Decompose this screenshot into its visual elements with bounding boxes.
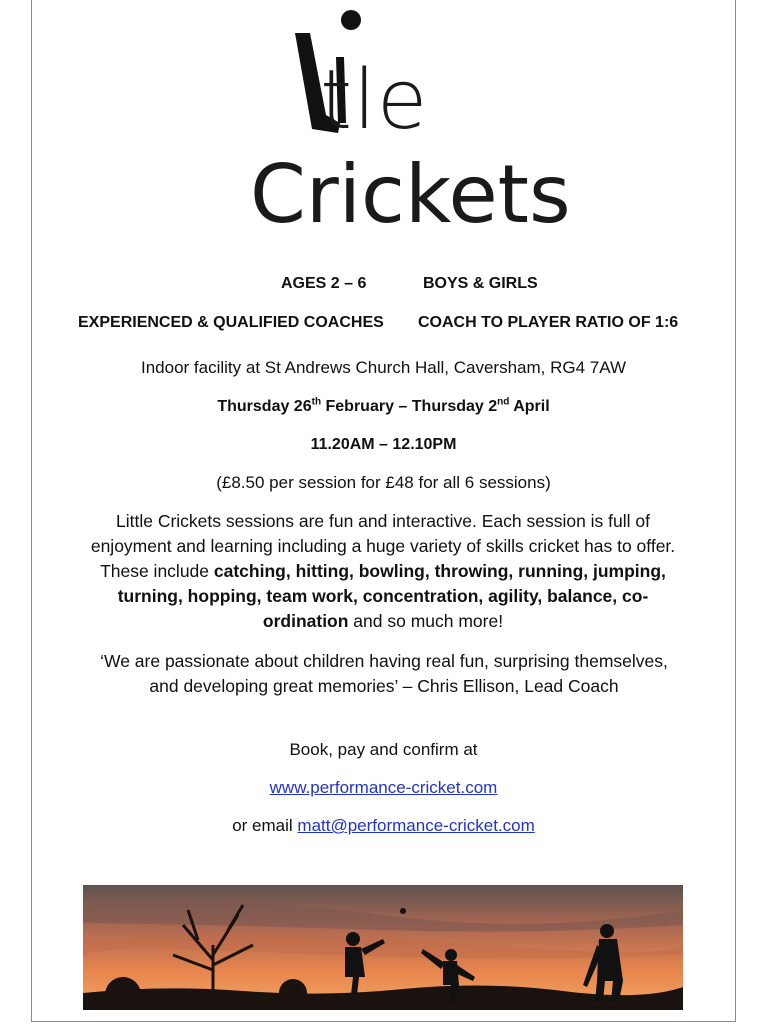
website-link-line (31, 776, 736, 800)
website-link[interactable]: www.performance-cricket.com (269, 778, 498, 797)
logo-word-crickets: Crickets (250, 148, 571, 241)
session-time: 11.20AM – 12.10PM (310, 436, 457, 453)
ages-label: AGES 2 – 6 (281, 275, 367, 292)
coaches-label: EXPERIENCED & QUALIFIED COACHES (78, 314, 384, 331)
venue-text: Indoor facility at St Andrews Church Hall, Caversham, RG4 7AW (141, 358, 626, 377)
email-line: or email matt@performance-cricket.com (232, 816, 535, 835)
description-paragraph: Little Crickets sessions are fun and interactive. Each session is full of enjoyment and learning including a huge variety of skills cricket has to offer. These include catching, hitting, bowling, throwing, running, jumping, turning, hopping, team work, concentration, agility, balance, co-ordination and so much more! (90, 511, 676, 631)
coach-quote: ‘We are passionate about children having real fun, surprising themselves, and developing great memories’ – Chris Ellison, Lead Coach (100, 651, 668, 696)
dates-text: Thursday 26th February – Thursday 2nd April (217, 396, 550, 415)
cricket-ball-dot (341, 10, 361, 30)
booking-prompt: Book, pay and confirm at (289, 740, 478, 759)
ball-silhouette (400, 908, 406, 914)
sunset-cricket-banner (83, 885, 683, 1010)
email-link[interactable]: matt@performance-cricket.com (297, 816, 535, 835)
gender-label: BOYS & GIRLS (423, 275, 538, 292)
bush-silhouette (279, 979, 307, 1007)
ratio-label: COACH TO PLAYER RATIO OF 1:6 (418, 314, 679, 331)
price-text: (£8.50 per session for £48 for all 6 sessions) (216, 473, 551, 492)
logo-word-tle: tle (320, 53, 429, 148)
